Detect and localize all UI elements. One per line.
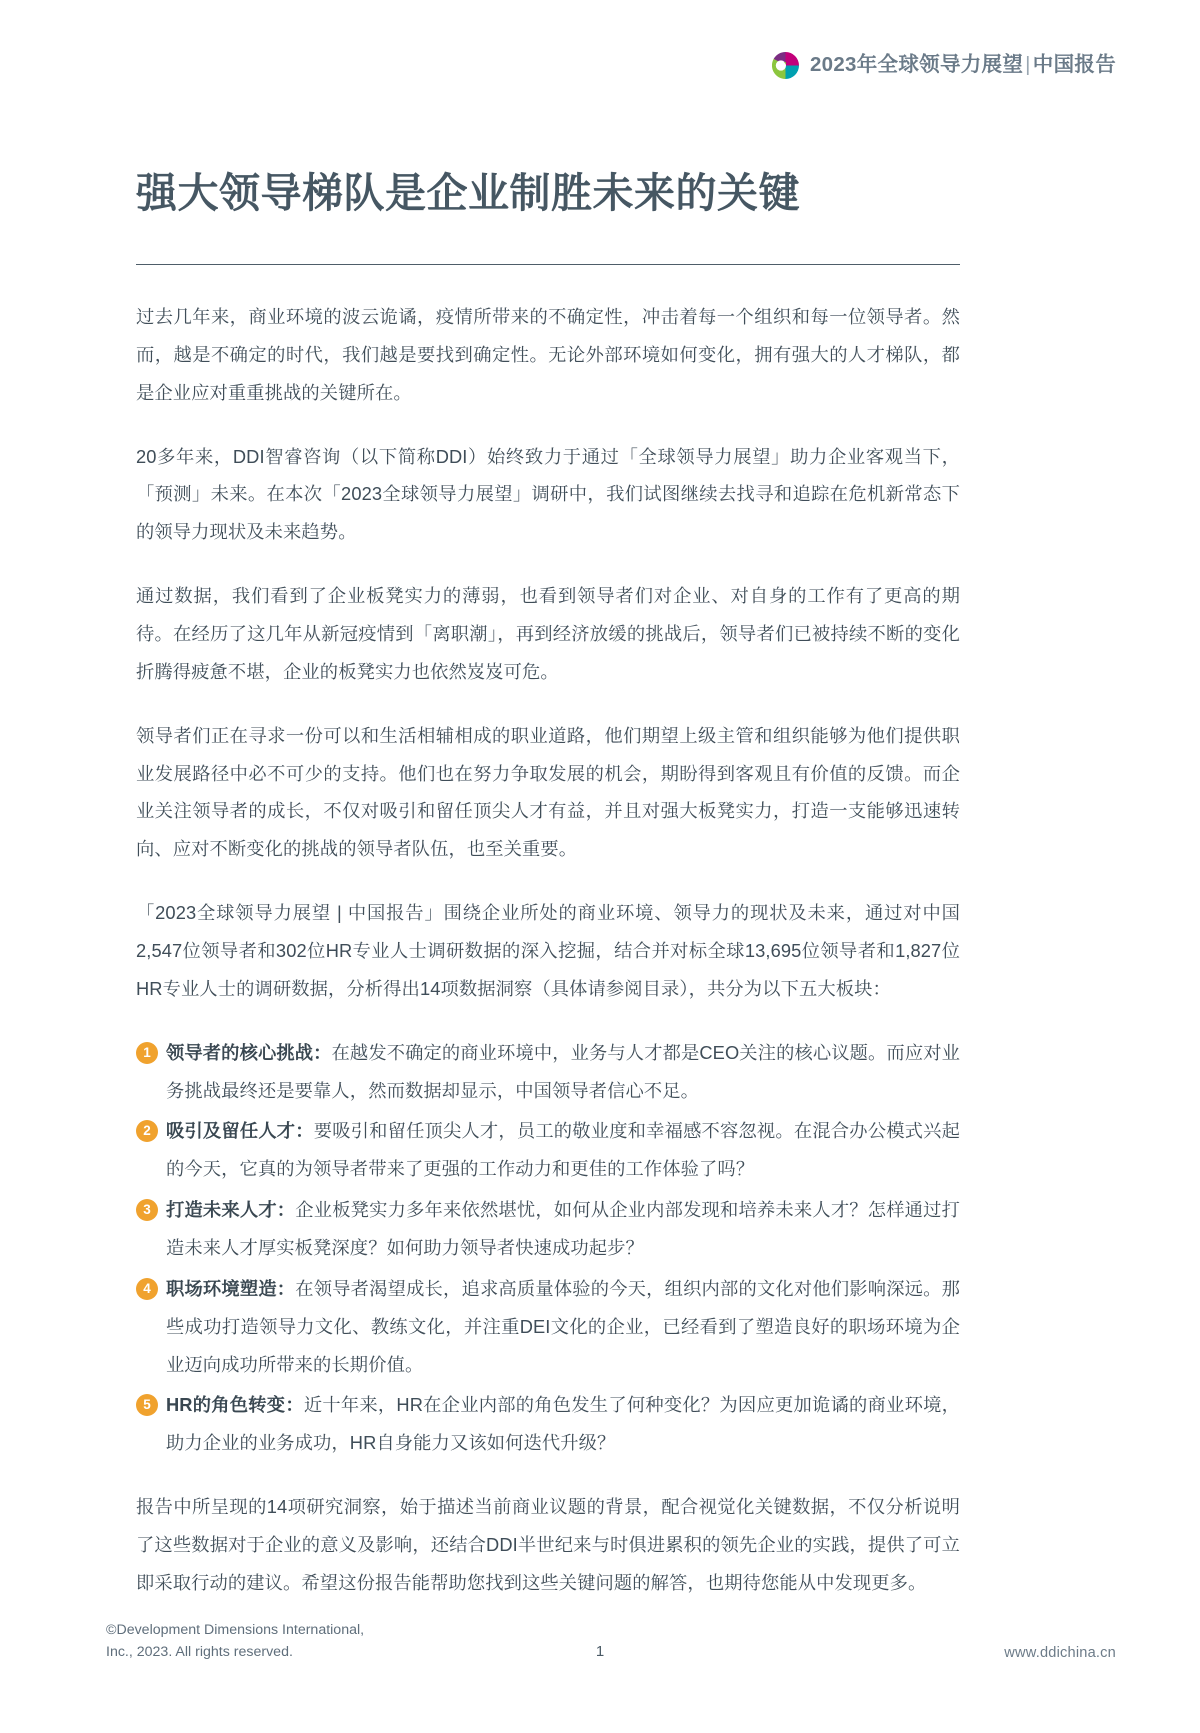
list-number-badge: 1 xyxy=(136,1042,158,1064)
list-item-text: 在领导者渴望成长，追求高质量体验的今天，组织内部的文化对他们影响深远。那些成功打造领导力文化、教练文化，并注重DEI文化的企业，已经看到了塑造良好的职场环境为企业迈向成功所带来的长期价值。 xyxy=(166,1277,960,1375)
list-item xyxy=(136,1386,960,1462)
copyright-line-2: Inc., 2023. All rights reserved. xyxy=(106,1644,293,1660)
title-divider xyxy=(136,264,960,265)
list-item-text: 近十年来，HR在企业内部的角色发生了何种变化？为因应更加诡谲的商业环境，助力企业的业务成功，HR自身能力又该如何迭代升级？ xyxy=(166,1394,960,1454)
list-item xyxy=(136,1270,960,1384)
list-number-badge: 3 xyxy=(136,1199,158,1221)
page-number: 1 xyxy=(595,1643,605,1660)
list-item-lead: 吸引及留任人才： xyxy=(166,1120,314,1142)
page-footer xyxy=(0,1619,1200,1689)
header-report-title xyxy=(810,55,1116,76)
list-item-lead: 领导者的核心挑战： xyxy=(166,1041,332,1063)
list-number-badge: 5 xyxy=(136,1394,158,1416)
closing-paragraph: 报告中所呈现的14项研究洞察，始于描述当前商业议题的背景，配合视觉化关键数据，不仅分析说明了这些数据对于企业的意义及影响，还结合DDI半世纪来与时俱进累积的领先企业的实践，提供了可立即采取行动的建议。希望这份报告能帮助您找到这些关键问题的解答，也期待您能从中发现更多。 xyxy=(136,1496,960,1593)
paragraph-4: 领导者们正在寻求一份可以和生活相辅相成的职业道路，他们期望上级主管和组织能够为他们提供职业发展路径中必不可少的支持。他们也在努力争取发展的机会，期盼得到客观且有价值的反馈。而企业关注领导者的成长，不仅对吸引和留任顶尖人才有益，并且对强大板凳实力，打造一支能够迅速转向、应对不断变化的挑战的领导者队伍，也至关重要。 xyxy=(136,724,960,860)
paragraph-2: 20多年来，DDI智睿咨询（以下简称DDI）始终致力于通过「全球领导力展望」助力企业客观当下，「预测」未来。在本次「2023全球领导力展望」调研中，我们试图继续去找寻和追踪在危机新常态下的领导力现状及未来趋势。 xyxy=(136,445,960,543)
header-title-sub: 中国报告 xyxy=(1032,53,1116,77)
list-item-lead: HR的角色转变： xyxy=(166,1394,304,1416)
list-item-lead: 职场环境塑造： xyxy=(166,1277,296,1299)
page-header xyxy=(772,52,1116,79)
list-item xyxy=(136,1034,960,1110)
list-item-text: 在越发不确定的商业环境中，业务与人才都是CEO关注的核心议题。而应对业务挑战最终还是要靠人，然而数据却显示，中国领导者信心不足。 xyxy=(166,1041,960,1101)
header-title-divider: | xyxy=(1025,53,1031,77)
list-item xyxy=(136,1191,960,1267)
paragraph-5: 「2023全球领导力展望 | 中国报告」围绕企业所处的商业环境、领导力的现状及未来，通过对中国2,547位领导者和302位HR专业人士调研数据的深入挖掘，结合并对标全球13,695位领导者和1,827位HR专业人士的调研数据，分析得出14项数据洞察（具体请参阅目录），共分为以下五大板块： xyxy=(136,902,960,999)
key-sections-list xyxy=(136,1034,960,1462)
page-title: 强大领导梯队是企业制胜未来的关键 xyxy=(136,170,800,216)
list-item-text: 要吸引和留任顶尖人才，员工的敬业度和幸福感不容忽视。在混合办公模式兴起的今天，它真的为领导者带来了更强的工作动力和更佳的工作体验了吗？ xyxy=(166,1120,960,1180)
list-item xyxy=(136,1112,960,1188)
list-item-lead: 打造未来人才： xyxy=(166,1199,296,1221)
document-body xyxy=(136,298,960,1602)
paragraph-1: 过去几年来，商业环境的波云诡谲，疫情所带来的不确定性，冲击着每一个组织和每一位领导者。然而，越是不确定的时代，我们越是要找到确定性。无论外部环境如何变化，拥有强大的人才梯队，都是企业应对重重挑战的关键所在。 xyxy=(136,306,960,403)
paragraph-3: 通过数据，我们看到了企业板凳实力的薄弱，也看到领导者们对企业、对自身的工作有了更高的期待。在经历了这几年从新冠疫情到「离职潮」，再到经济放缓的挑战后，领导者们已被持续不断的变化折腾得疲惫不堪，企业的板凳实力也依然岌岌可危。 xyxy=(136,585,960,682)
list-number-badge: 2 xyxy=(136,1120,158,1142)
ddi-pie-logo-icon xyxy=(772,52,799,79)
title-block xyxy=(136,168,960,273)
header-title-main: 2023年全球领导力展望 xyxy=(809,53,1024,77)
website-url: www.ddichina.cn xyxy=(1004,1645,1116,1661)
list-item-text: 企业板凳实力多年来依然堪忧，如何从企业内部发现和培养未来人才？怎样通过打造未来人才厚实板凳深度？如何助力领导者快速成功起步？ xyxy=(166,1199,960,1259)
copyright-line-1: ©Development Dimensions International, xyxy=(106,1622,365,1638)
list-number-badge: 4 xyxy=(136,1278,158,1300)
